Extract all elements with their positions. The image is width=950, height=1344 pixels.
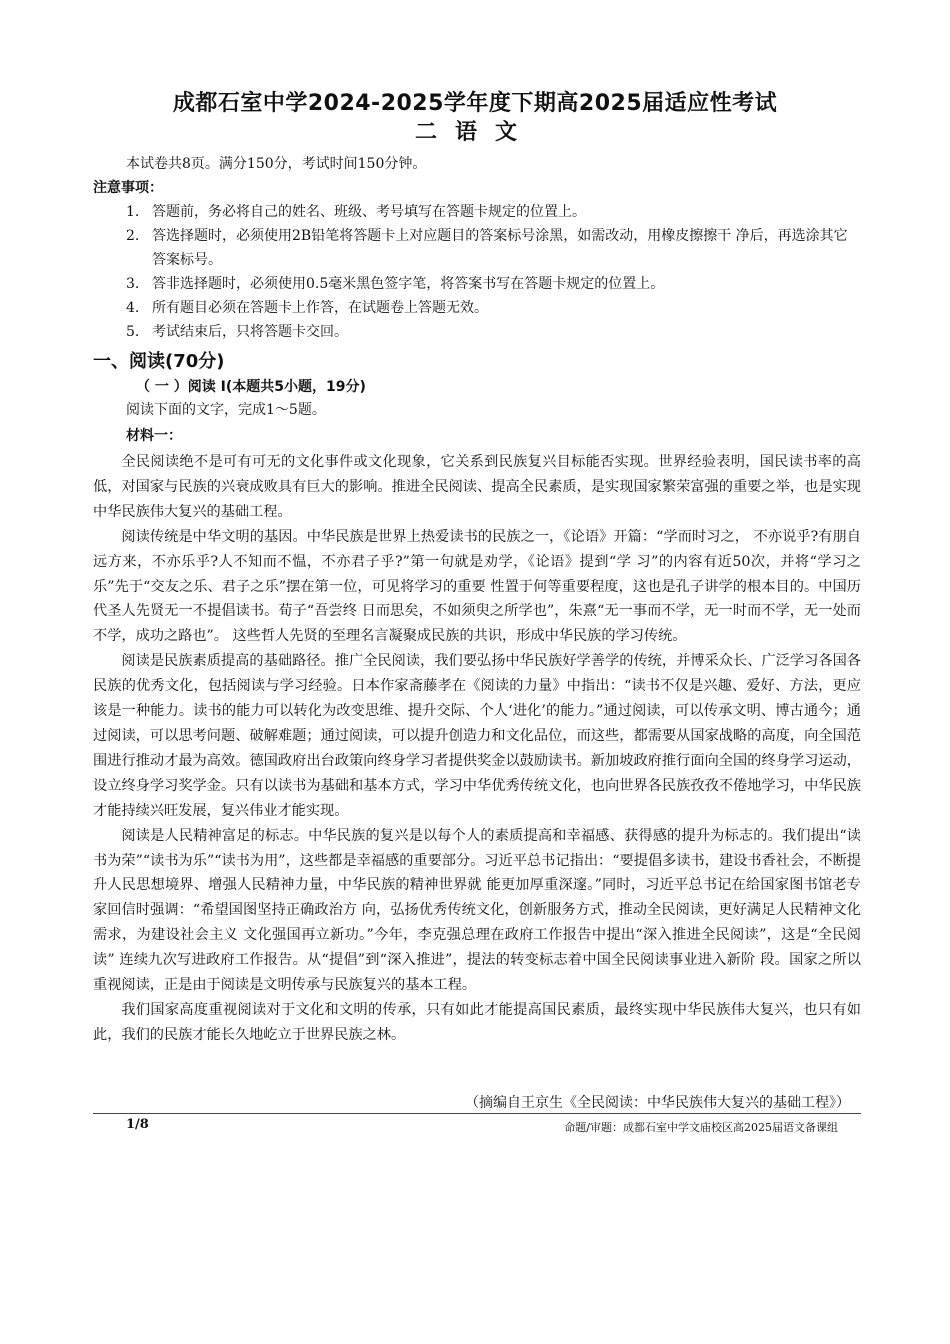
notice-item	[126, 200, 856, 224]
footer-credit: 命题/审题：成都石室中学文庙校区高2025届语文备课组	[564, 1121, 838, 1134]
notice-item-number: 4.	[126, 300, 140, 316]
notice-item-number: 2.	[126, 228, 140, 244]
passage-paragraph: 我们国家高度重视阅读对于文化和文明的传承，只有如此才能提高国民素质，最终实现中华民族伟大复兴，也只有如此，我们的民族才能长久地屹立于世界民族之林。	[93, 1001, 861, 1043]
notice-item-text: 考试结束后，只将答题卡交回。	[152, 324, 348, 340]
subject-title: 二语文	[414, 120, 535, 145]
exam-intro: 本试卷共8页。满分150分，考试时间150分钟。	[126, 156, 427, 172]
notice-item-number: 1.	[126, 204, 140, 220]
notice-item-text: 所有题目必须在答题卡上作答，在试题卷上答题无效。	[152, 300, 488, 316]
passage-paragraph: 阅读传统是中华文明的基因。中华民族是世界上热爱读书的民族之一，《论语》开篇：“学而时习之， 不亦说乎?有朋自远方来，不亦乐乎?人不知而不愠，不亦君子乎?”第一句就是劝学，《论语》提到“学 习”的内容有近50次，并将“学习之乐”先于“交友之乐、君子之乐”摆在第一位，可见将学习的重要 性置于何等重要程度，这也是孔子讲学的根本目的。中国历代圣人先贤无一不提倡读书。荀子“吾尝终 日而思矣，不如须臾之所学也”，朱熹“无一事而不学，无一时而不学，无一处而不学，成功之路也”。 这些哲人先贤的至理名言凝聚成民族的共识，形成中华民族的学习传统。	[93, 528, 861, 645]
section-heading: 一、阅读(70分)	[93, 351, 225, 372]
passage-source: （摘编自王京生《全民阅读：中华民族伟大复兴的基础工程》）	[465, 1095, 850, 1111]
notice-item	[126, 296, 856, 320]
notice-item-text: 答选择题时，必须使用2B铅笔将答题卡上对应题目的答案标号涂黑，如需改动，用橡皮擦擦干 净后，再选涂其它答案标号。	[152, 228, 848, 268]
material-label: 材料一：	[126, 428, 182, 444]
notice-item	[126, 224, 856, 272]
subsection-heading: （ 一 ）阅读 I(本题共5小题，19分)	[136, 379, 366, 395]
exam-title: 成都石室中学2024-2025学年度下期高2025届适应性考试	[172, 91, 778, 116]
notice-list	[126, 200, 856, 344]
notice-item-number: 5.	[126, 324, 140, 340]
page-number: 1/8	[126, 1117, 149, 1132]
notice-item-text: 答非选择题时，必须使用0.5毫米黑色签字笔，将答案书写在答题卡规定的位置上。	[152, 276, 665, 292]
notice-item	[126, 320, 856, 344]
reading-instruction: 阅读下面的文字，完成1～5题。	[126, 402, 326, 418]
notice-item	[126, 272, 856, 296]
footer-divider	[93, 1113, 861, 1114]
reading-passage	[93, 450, 861, 1048]
passage-paragraph: 全民阅读绝不是可有可无的文化事件或文化现象，它关系到民族复兴目标能否实现。世界经验表明，国民读书率的高低，对国家与民族的兴衰成败具有巨大的影响。推进全民阅读、提高全民素质，是实现国家繁荣富强的重要之举，也是实现中华民族伟大复兴的基础工程。	[93, 454, 861, 520]
notice-item-text: 答题前，务必将自己的姓名、班级、考号填写在答题卡规定的位置上。	[152, 204, 586, 220]
passage-paragraph: 阅读是民族素质提高的基础路径。推广全民阅读，我们要弘扬中华民族好学善学的传统，并博采众长、广泛学习各国各民族的优秀文化，包括阅读与学习经验。日本作家斋藤孝在《阅读的力量》中指出：“读书不仅是兴趣、爱好、方法，更应该是一种能力。读书的能力可以转化为改变思维、提升交际、个人‘进化’的能力。”通过阅读，可以传承文明、博古通今；通过阅读，可以思考问题、破解难题；通过阅读，可以提升创造力和文化品位，而这些，都需要从国家战略的高度，向全国范围进行推动才最为高效。德国政府出台政策向终身学习者提供奖金以鼓励读书。新加坡政府推行面向全国的终身学习运动，设立终身学习奖学金。只有以读书为基础和基本方式，学习中华优秀传统文化，也向世界各民族孜孜不倦地学习，中华民族才能持续兴旺发展，复兴伟业才能实现。	[93, 653, 861, 819]
passage-paragraph: 阅读是人民精神富足的标志。中华民族的复兴是以每个人的素质提高和幸福感、获得感的提升为标志的。我们提出“读书为荣”“读书为乐”“读书为用”，这些都是幸福感的重要部分。习近平总书记指出：“要提倡多读书，建设书香社会，不断提升人民思想境界、增强人民精神力量，中华民族的精神世界就 能更加厚重深邃。”同时，习近平总书记在给国家图书馆老专家回信时强调：“希望国图坚持正确政治方 向，弘扬优秀传统文化，创新服务方式，推动全民阅读，更好满足人民精神文化需求，为建设社会主义 文化强国再立新功。”今年，李克强总理在政府工作报告中提出“深入推进全民阅读”，这是“全民阅读” 连续九次写进政府工作报告。从“提倡”到“深入推进”，提法的转变标志着中国全民阅读事业进入新阶 段。国家之所以重视阅读，正是由于阅读是文明传承与民族复兴的基本工程。	[93, 827, 861, 994]
notice-heading: 注意事项：	[93, 180, 163, 196]
notice-item-number: 3.	[126, 276, 140, 292]
